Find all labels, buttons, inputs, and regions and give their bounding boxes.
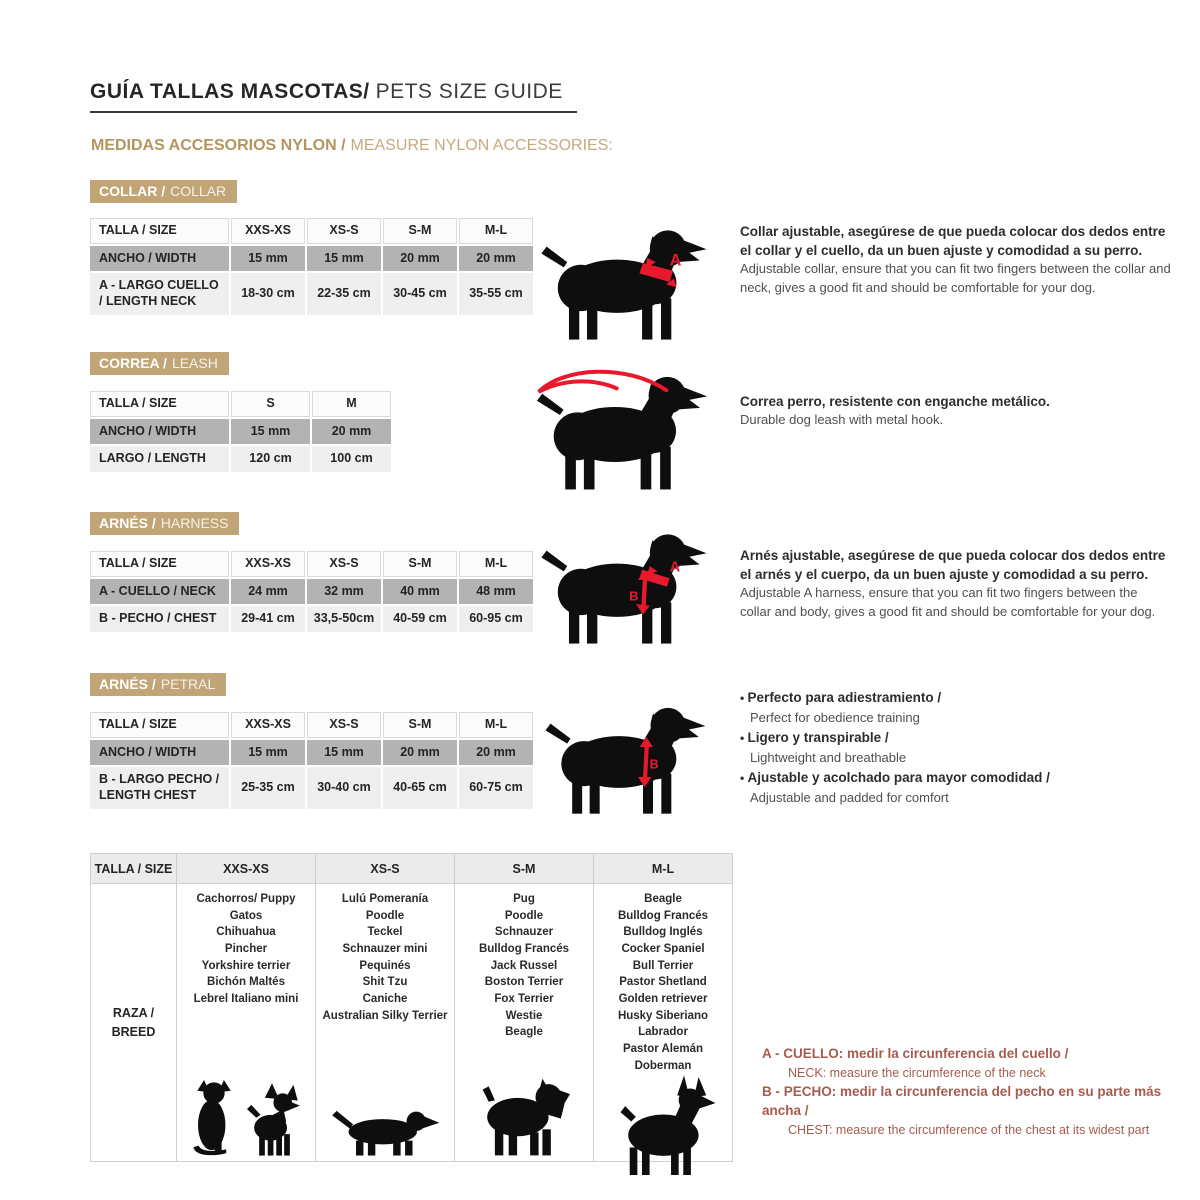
breed-item: Schnauzer <box>494 926 554 939</box>
breed-size-table <box>90 853 733 1162</box>
breed-item: Boston Terrier <box>484 976 564 989</box>
collar-size-table <box>88 216 535 317</box>
leash-desc-es: Correa perro, resistente con enganche metálico. <box>740 394 1050 409</box>
header-cell: M-L <box>459 218 533 244</box>
value-cell: 15 mm <box>307 740 381 766</box>
breed-item: Pastor Alemán <box>622 1043 704 1056</box>
measurement-notes <box>762 1044 1198 1139</box>
breed-list <box>618 891 708 1074</box>
header-cell: S-M <box>383 551 457 577</box>
breed-item: Labrador <box>638 1026 688 1039</box>
value-cell: 15 mm <box>231 740 305 766</box>
badge-label-en: LEASH <box>171 355 218 371</box>
silhouette-row <box>611 1074 715 1175</box>
value-cell: 30-40 cm <box>307 767 381 808</box>
breed-row-label-en: BREED <box>111 1024 156 1039</box>
row-label-cell: A - LARGO CUELLO / LENGTH NECK <box>90 273 229 314</box>
value-cell: 18-30 cm <box>231 273 305 314</box>
measure-b-label: B <box>629 588 639 604</box>
header-cell: XXS-XS <box>231 218 305 244</box>
breed-item: Westie <box>505 1009 543 1022</box>
collar-desc-en: Adjustable collar, ensure that you can fit two fingers between the collar and neck, gives a good fit and should be comfortable for your dog. <box>740 261 1171 295</box>
table-row <box>90 419 391 445</box>
value-cell: 20 mm <box>383 740 457 766</box>
table-header-row <box>90 712 533 738</box>
breed-column-m-l <box>594 884 733 1162</box>
table-header-row <box>90 391 391 417</box>
page-title <box>90 80 577 113</box>
breed-item: Bulldog Francés <box>478 943 570 956</box>
table-header-row <box>90 551 533 577</box>
petral-size-table <box>88 710 535 811</box>
silhouette-row <box>191 1077 301 1157</box>
collar-description <box>740 222 1172 297</box>
header-cell: M-L <box>459 551 533 577</box>
page-title-en: PETS SIZE GUIDE <box>375 80 563 103</box>
breed-header-cell: TALLA / SIZE <box>91 854 177 884</box>
note-a-en: NECK: measure the circumference of the neck <box>788 1065 1046 1080</box>
feature-es: • Ligero y transpirable / <box>740 728 1180 748</box>
note-a-es: A - CUELLO: medir la circunferencia del cuello / <box>762 1046 1069 1061</box>
badge-label-en: COLLAR <box>170 183 227 199</box>
breed-list <box>479 891 569 1041</box>
breed-item: Cachorros/ Puppy <box>196 893 296 905</box>
leash-dog-illustration <box>533 360 711 493</box>
value-cell: 15 mm <box>307 246 381 272</box>
value-cell: 60-75 cm <box>459 767 533 808</box>
breed-item: Lebrel Italiano mini <box>193 993 299 1006</box>
header-cell: TALLA / SIZE <box>90 712 229 738</box>
value-cell: 29-41 cm <box>231 606 305 632</box>
value-cell: 100 cm <box>312 446 391 472</box>
badge-label-es: ARNÉS / <box>99 676 156 692</box>
badge-label-en: HARNESS <box>160 515 229 531</box>
harness-desc-en: Adjustable A harness, ensure that you can fit two fingers between the collar and body, gives a good fit and should be comfortable for your dog. <box>740 585 1156 619</box>
breed-header-cell: S-M <box>455 854 594 884</box>
value-cell: 25-35 cm <box>231 767 305 808</box>
harness-desc-es: Arnés ajustable, asegúrese de que pueda colocar dos dedos entre el arnés y el cuerpo, da un buen ajuste y comodidad a su perro. <box>740 548 1166 583</box>
breed-header-cell: M-L <box>594 854 733 884</box>
breed-item: Golden retriever <box>618 993 708 1006</box>
silhouette-row <box>478 1071 570 1157</box>
row-label-cell: ANCHO / WIDTH <box>90 740 229 766</box>
header-cell: M-L <box>459 712 533 738</box>
measure-a-label: A <box>669 251 682 270</box>
table-row <box>90 740 533 766</box>
breed-item: Australian Silky Terrier <box>322 1009 448 1022</box>
petral-dog-illustration <box>542 692 709 817</box>
breed-column-xxs-xs <box>177 884 316 1162</box>
value-cell: 60-95 cm <box>459 606 533 632</box>
feature-es: • Perfecto para adiestramiento / <box>740 688 1180 708</box>
breed-item: Cocker Spaniel <box>621 943 705 956</box>
breed-item: Poodle <box>504 909 544 922</box>
header-cell: S-M <box>383 218 457 244</box>
breed-item: Beagle <box>505 1026 543 1039</box>
dachshund-silhouette-icon <box>329 1099 441 1157</box>
table-row <box>90 446 391 472</box>
badge-label-es: ARNÉS / <box>99 515 156 531</box>
page-subtitle-en: MEASURE NYLON ACCESSORIES: <box>350 137 613 154</box>
cat-silhouette-icon <box>191 1077 237 1157</box>
value-cell: 32 mm <box>307 579 381 605</box>
badge-label-es: COLLAR / <box>99 183 166 199</box>
badge-label-es: CORREA / <box>99 355 167 371</box>
breed-item: Gatos <box>229 909 263 922</box>
value-cell: 40-65 cm <box>383 767 457 808</box>
value-cell: 15 mm <box>231 246 305 272</box>
measure-a-label: A <box>669 559 681 576</box>
value-cell: 35-55 cm <box>459 273 533 314</box>
value-cell: 20 mm <box>312 419 391 445</box>
breed-row-label <box>91 884 177 1162</box>
value-cell: 20 mm <box>459 740 533 766</box>
leash-size-table <box>88 389 393 474</box>
value-cell: 22-35 cm <box>307 273 381 314</box>
breed-item: Jack Russel <box>490 959 558 972</box>
breed-row-label-es: RAZA / <box>112 1005 155 1020</box>
note-b-es: B - PECHO: medir la circunferencia del pecho en su parte más ancha / <box>762 1083 1162 1119</box>
feature-en: Perfect for obedience training <box>750 710 920 726</box>
page-subtitle <box>91 137 613 155</box>
breed-item: Doberman <box>634 1059 692 1072</box>
breed-item: Shit Tzu <box>362 976 408 989</box>
value-cell: 30-45 cm <box>383 273 457 314</box>
header-cell: M <box>312 391 391 417</box>
silhouette-row <box>329 1099 441 1157</box>
value-cell: 48 mm <box>459 579 533 605</box>
table-row <box>90 579 533 605</box>
row-label-cell: LARGO / LENGTH <box>90 446 229 472</box>
page-title-es: GUÍA TALLAS MASCOTAS/ <box>90 80 370 103</box>
value-cell: 33,5-50cm <box>307 606 381 632</box>
measure-b-label: B <box>649 757 659 772</box>
leash-description <box>740 392 1172 430</box>
breed-list <box>194 891 299 1008</box>
breed-item: Caniche <box>362 993 408 1006</box>
header-cell: S <box>231 391 310 417</box>
breed-item: Poodle <box>365 909 405 922</box>
harness-section-badge <box>90 512 239 535</box>
row-label-cell: ANCHO / WIDTH <box>90 419 229 445</box>
breed-item: Teckel <box>367 926 403 939</box>
header-cell: TALLA / SIZE <box>90 551 229 577</box>
value-cell: 24 mm <box>231 579 305 605</box>
schnauzer-silhouette-icon <box>478 1071 570 1157</box>
header-cell: S-M <box>383 712 457 738</box>
note-b-en: CHEST: measure the circumference of the chest at its widest part <box>788 1122 1150 1137</box>
header-cell: XXS-XS <box>231 551 305 577</box>
header-cell: XS-S <box>307 218 381 244</box>
header-cell: XS-S <box>307 551 381 577</box>
badge-label-en: PETRAL <box>160 676 216 692</box>
feature-en: Lightweight and breathable <box>750 750 907 765</box>
breed-column-s-m <box>455 884 594 1162</box>
breed-item: Lulú Pomeranía <box>341 893 429 905</box>
breed-item: Bull Terrier <box>632 959 694 972</box>
value-cell: 120 cm <box>231 446 310 472</box>
row-label-cell: A - CUELLO / NECK <box>90 579 229 605</box>
breed-item: Pug <box>513 893 535 905</box>
row-label-cell: B - PECHO / CHEST <box>90 606 229 632</box>
page-subtitle-es: MEDIDAS ACCESORIOS NYLON / <box>91 137 346 154</box>
breed-header-cell: XS-S <box>316 854 455 884</box>
feature-en: Adjustable and padded for comfort <box>750 789 949 805</box>
collar-dog-illustration <box>538 214 710 343</box>
value-cell: 20 mm <box>459 246 533 272</box>
harness-description <box>740 546 1172 621</box>
header-cell: TALLA / SIZE <box>90 218 229 244</box>
table-row <box>90 767 533 808</box>
leash-desc-en: Durable dog leash with metal hook. <box>740 412 944 428</box>
row-label-cell: B - LARGO PECHO / LENGTH CHEST <box>90 767 229 808</box>
value-cell: 40 mm <box>383 579 457 605</box>
breed-header-cell: XXS-XS <box>177 854 316 884</box>
table-row <box>90 246 533 272</box>
collar-section-badge <box>90 180 237 203</box>
breed-item: Bulldog Francés <box>617 909 709 922</box>
breed-item: Yorkshire terrier <box>201 959 291 972</box>
chihuahua-silhouette-icon <box>243 1082 301 1157</box>
harness-size-table <box>88 549 535 634</box>
table-header-row <box>90 218 533 244</box>
harness-dog-illustration <box>538 518 710 647</box>
table-row <box>90 606 533 632</box>
feature-es: • Ajustable y acolchado para mayor comodidad / <box>740 768 1180 788</box>
breed-item: Bulldog Inglés <box>623 926 703 939</box>
breed-item: Bichón Maltés <box>207 976 285 989</box>
breed-item: Pequinés <box>359 959 411 972</box>
header-cell: XXS-XS <box>231 712 305 738</box>
breed-item: Pastor Shetland <box>619 976 707 989</box>
breed-item: Schnauzer mini <box>342 943 428 956</box>
value-cell: 40-59 cm <box>383 606 457 632</box>
collar-desc-es: Collar ajustable, asegúrese de que pueda colocar dos dedos entre el collar y el cuello, da un buen ajuste y comodidad a su perro. <box>740 224 1166 259</box>
breed-item: Husky Siberiano <box>617 1009 709 1022</box>
value-cell: 20 mm <box>383 246 457 272</box>
header-cell: TALLA / SIZE <box>90 391 229 417</box>
breed-item: Pincher <box>224 943 268 956</box>
value-cell: 15 mm <box>231 419 310 445</box>
table-row <box>90 273 533 314</box>
header-cell: XS-S <box>307 712 381 738</box>
breed-item: Fox Terrier <box>494 993 554 1006</box>
doberman-silhouette-icon <box>611 1074 715 1175</box>
breed-item: Beagle <box>644 893 682 905</box>
petral-feature-list <box>740 688 1180 807</box>
breed-column-xs-s <box>316 884 455 1162</box>
petral-section-badge <box>90 673 226 696</box>
leash-section-badge <box>90 352 229 375</box>
breed-item: Chihuahua <box>216 926 276 939</box>
row-label-cell: ANCHO / WIDTH <box>90 246 229 272</box>
breed-list <box>322 891 447 1024</box>
